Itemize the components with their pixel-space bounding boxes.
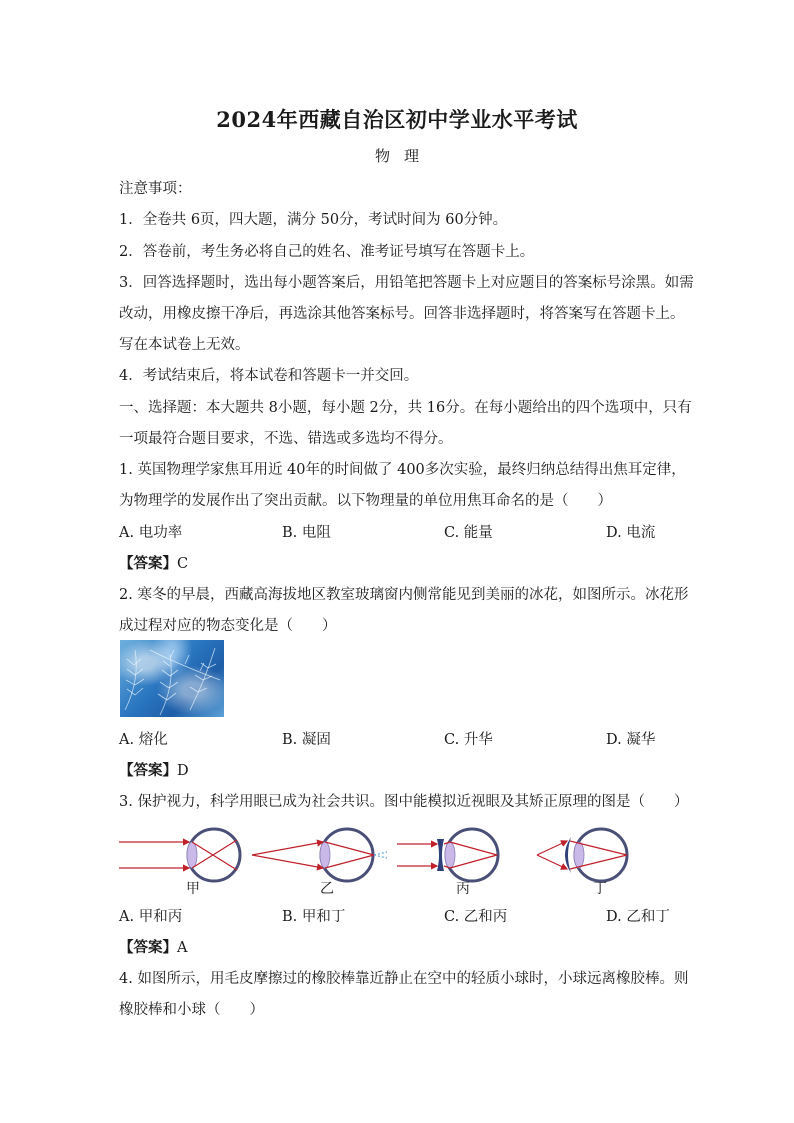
exam-title: 2024年西藏自治区初中学业水平考试	[216, 107, 578, 132]
notice-heading: 注意事项：	[119, 181, 192, 197]
question-2-answer	[119, 759, 189, 780]
question-1-stem-cont: 为物理学的发展作出了突出贡献。以下物理量的单位用焦耳命名的是（ ）	[119, 493, 612, 509]
section-heading: 一、选择题：本大题共 8小题，每小题 2分，共 16分。在每小题给出的四个选项中，只有	[119, 400, 692, 416]
figure-label-yi: 乙	[320, 881, 334, 897]
eye-diagram-yi	[252, 829, 387, 881]
question-3-answer	[119, 936, 187, 957]
option-b: B. 甲和丁	[282, 909, 346, 925]
option-d: D. 电流	[606, 525, 656, 541]
question-3-options	[119, 905, 679, 925]
figure-label-bing: 丙	[456, 881, 470, 897]
question-4-stem: 4. 如图所示，用毛皮摩擦过的橡胶棒靠近静止在空中的轻质小球时，小球远离橡胶棒。则	[119, 971, 689, 987]
option-c: C. 乙和丙	[444, 909, 508, 925]
option-a: A. 熔化	[119, 732, 168, 748]
eye-diagram-ding	[537, 829, 627, 881]
question-1-stem: 1. 英国物理学家焦耳用近 40年的时间做了 400多次实验，最终归纳总结得出焦耳定律，	[119, 462, 686, 478]
answer-value: A	[177, 940, 188, 956]
notice-item: 2．答卷前，考生务必将自己的姓名、准考证号填写在答题卡上。	[119, 244, 535, 260]
answer-label: 【答案】	[119, 939, 177, 956]
notice-item: 写在本试卷上无效。	[119, 337, 250, 353]
option-a: A. 甲和丙	[119, 909, 183, 925]
answer-value: D	[177, 763, 189, 779]
question-2-stem: 2. 寒冬的早晨，西藏高海拔地区教室玻璃窗内侧常能见到美丽的冰花，如图所示。冰花形	[119, 587, 689, 603]
question-1-options	[119, 521, 679, 541]
frost-photo	[120, 640, 224, 717]
answer-label: 【答案】	[119, 555, 177, 572]
option-a: A. 电功率	[119, 525, 183, 541]
answer-label: 【答案】	[119, 762, 177, 779]
question-4-stem-cont: 橡胶棒和小球（ ）	[119, 1002, 264, 1018]
question-2-stem-cont: 成过程对应的物态变化是（ ）	[119, 618, 337, 634]
notice-item: 3．回答选择题时，选出每小题答案后，用铅笔把答题卡上对应题目的答案标号涂黑。如需	[119, 275, 694, 291]
question-3-stem: 3. 保护视力，科学用眼已成为社会共识。图中能模拟近视眼及其矫正原理的图是（ ）	[119, 794, 689, 810]
section-heading-cont: 一项最符合题目要求，不选、错选或多选均不得分。	[119, 431, 453, 447]
notice-item: 改动，用橡皮擦干净后，再选涂其他答案标号。回答非选择题时，将答案写在答题卡上。	[119, 306, 685, 322]
option-d: D. 凝华	[606, 732, 656, 748]
question-2-options	[119, 728, 679, 748]
eye-diagram-bing	[397, 829, 498, 881]
notice-item: 4．考试结束后，将本试卷和答题卡一并交回。	[119, 368, 419, 384]
figure-label-ding: 丁	[593, 881, 607, 897]
notice-item: 1．全卷共 6页，四大题，满分 50分，考试时间为 60分钟。	[119, 212, 508, 228]
option-b: B. 凝固	[282, 732, 331, 748]
question-1-answer	[119, 552, 188, 573]
exam-subject: 物理	[374, 147, 433, 165]
option-d: D. 乙和丁	[606, 909, 670, 925]
option-c: C. 能量	[444, 525, 493, 541]
option-b: B. 电阻	[282, 525, 331, 541]
option-c: C. 升华	[444, 732, 493, 748]
eye-diagram-jia	[119, 829, 240, 881]
figure-label-jia: 甲	[186, 881, 200, 897]
answer-value: C	[177, 556, 189, 572]
